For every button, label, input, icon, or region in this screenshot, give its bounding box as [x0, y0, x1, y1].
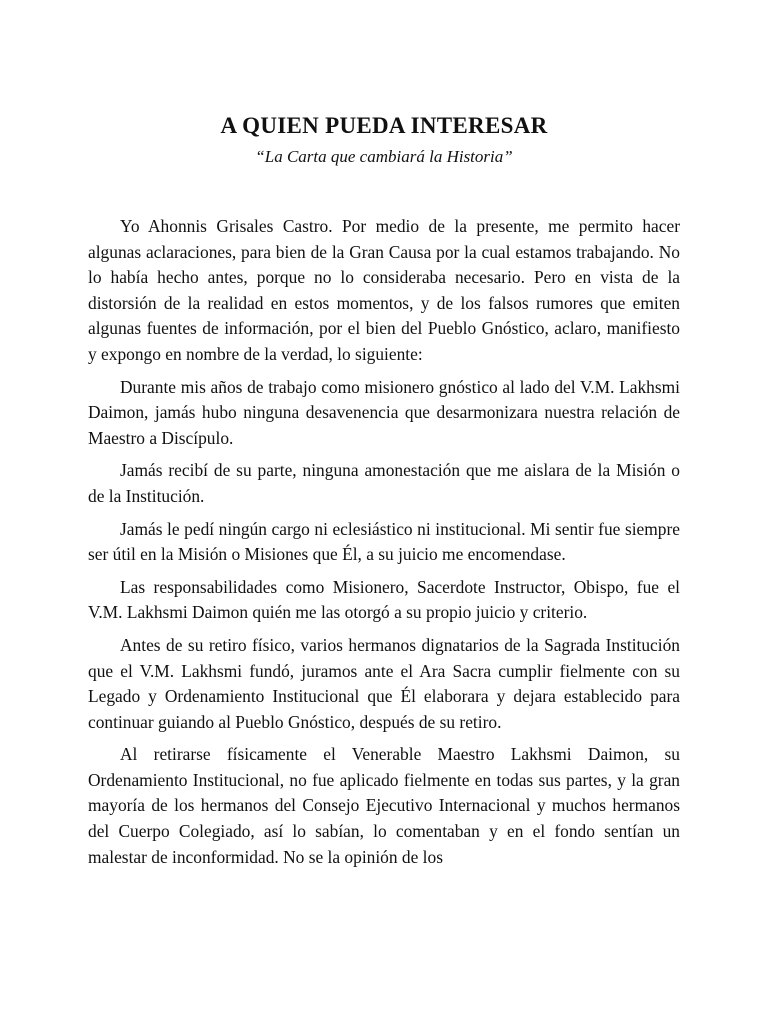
paragraph-2: Durante mis años de trabajo como misionero gnóstico al lado del V.M. Lakhsmi Daimon, jamás hubo ninguna desavenencia que desarmonizara nuestra relación de Maestro a Discípulo.	[88, 376, 680, 448]
paragraph-4: Jamás le pedí ningún cargo ni eclesiástico ni institucional. Mi sentir fue siempre ser útil en la Misión o Misiones que Él, a su juicio me encomendase.	[88, 518, 680, 565]
paragraph-1: Yo Ahonnis Grisales Castro. Por medio de la presente, me permito hacer algunas aclaraciones, para bien de la Gran Causa por la cual estamos trabajando. No lo había hecho antes, porque no lo consideraba necesario. Pero en vista de la distorsión de la realidad en estos momentos, y de los falsos rumores que emiten algunas fuentes de información, por el bien del Pueblo Gnóstico, aclaro, manifiesto y expongo en nombre de la verdad, lo siguiente:	[88, 216, 680, 364]
paragraph-3: Jamás recibí de su parte, ninguna amonestación que me aislara de la Misión o de la Institución.	[88, 460, 680, 506]
paragraph-7: Al retirarse físicamente el Venerable Maestro Lakhsmi Daimon, su Ordenamiento Institucional, no fue aplicado fielmente en todas sus partes, y la gran mayoría de los hermanos del Consejo Ejecutivo Internacional y muchos hermanos del Cuerpo Colegiado, así lo sabían, lo comentaban y en el fondo sentían un malestar de inconformidad. No se la opinión de los	[88, 744, 680, 867]
document-subtitle: “La Carta que cambiará la Historia”	[255, 147, 513, 166]
document-title: A QUIEN PUEDA INTERESAR	[220, 113, 548, 138]
document-body	[88, 214, 680, 870]
paragraph-5: Las responsabilidades como Misionero, Sacerdote Instructor, Obispo, fue el V.M. Lakhsmi Daimon quién me las otorgó a su propio juicio y criterio.	[88, 576, 680, 623]
paragraph-6: Antes de su retiro físico, varios hermanos dignatarios de la Sagrada Institución que el V.M. Lakhsmi fundó, juramos ante el Ara Sacra cumplir fielmente con su Legado y Ordenamiento Institucional que Él elaborara y dejara establecido para continuar guiando al Pueblo Gnóstico, después de su retiro.	[88, 634, 680, 732]
